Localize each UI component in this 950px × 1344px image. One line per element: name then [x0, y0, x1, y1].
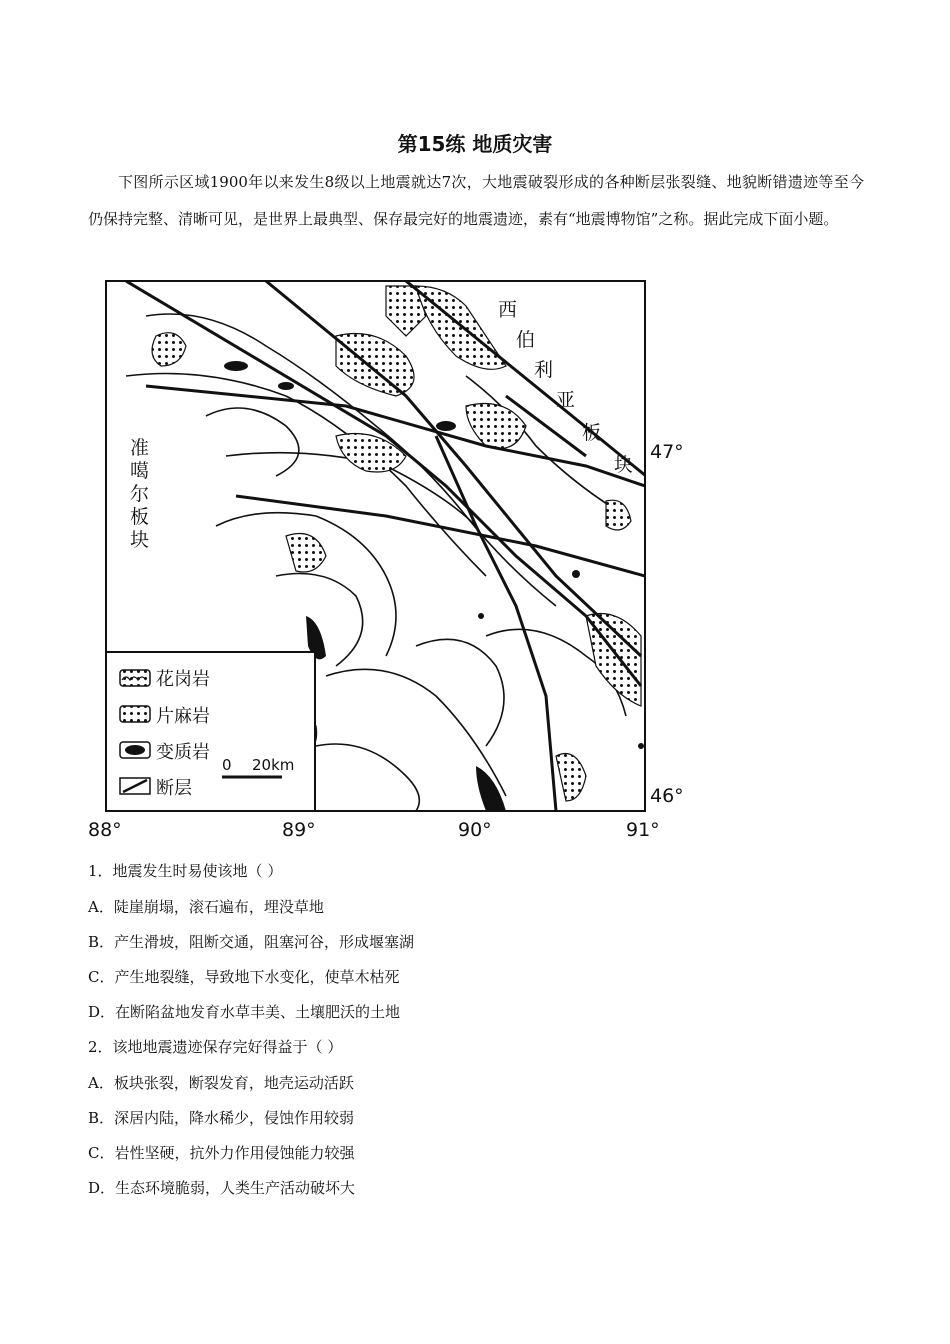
legend-fault-label: 断层	[156, 778, 192, 799]
svg-text:准: 准	[130, 437, 150, 459]
question-1-option-d: D．在断陷盆地发育水草丰美、土壤肥沃的土地	[88, 1003, 401, 1021]
question-2-option-d: D．生态环境脆弱，人类生产活动破坏大	[88, 1179, 356, 1197]
svg-text:板: 板	[130, 506, 150, 528]
intro-paragraph: 下图所示区域1900年以来发生8级以上地震就达7次，大地震破裂形成的各种断层张裂缝、地貌断错遗迹等至今仍保持完整、清晰可见，是世界上最典型、保存最完好的地震遗迹，素有“地震博物馆”之称。据此完成下面小题。	[88, 173, 864, 228]
svg-text:利: 利	[534, 359, 554, 381]
question-1-option-c: C．产生地裂缝，导致地下水变化，使草木枯死	[88, 968, 400, 986]
svg-text:块: 块	[130, 529, 150, 551]
question-2-option-a: A．板块张裂，断裂发育，地壳运动活跃	[88, 1074, 354, 1092]
legend-granite-swatch	[120, 670, 150, 686]
question-2-stem: 2．该地地震遗迹保存完好得益于（ ）	[88, 1038, 343, 1056]
scale-distance: 20km	[252, 756, 295, 774]
lon-label-91: 91°	[626, 819, 660, 841]
scale-zero: 0	[222, 756, 232, 774]
svg-text:亚: 亚	[556, 389, 576, 411]
legend-gneiss-label: 片麻岩	[156, 706, 210, 727]
svg-text:块: 块	[614, 454, 634, 476]
question-1-option-b: B．产生滑坡，阻断交通，阻塞河谷，形成堰塞湖	[88, 933, 415, 951]
legend-metamorphic-swatch	[120, 742, 150, 758]
legend	[106, 652, 315, 811]
legend-metamorphic-label: 变质岩	[156, 742, 210, 763]
map-svg	[86, 276, 706, 842]
svg-text:板: 板	[582, 422, 602, 444]
plate-west-label	[130, 437, 149, 551]
svg-text:伯: 伯	[516, 329, 536, 351]
geologic-map	[86, 276, 706, 842]
lon-label-89: 89°	[282, 819, 316, 841]
lon-label-90: 90°	[458, 819, 492, 841]
question-2-option-c: C．岩性坚硬，抗外力作用侵蚀能力较强	[88, 1144, 355, 1162]
legend-gneiss-swatch	[120, 706, 150, 722]
legend-granite-label: 花岗岩	[156, 669, 210, 690]
lat-label-47: 47°	[650, 441, 684, 463]
lon-label-88: 88°	[88, 819, 122, 841]
question-2-option-b: B．深居内陆，降水稀少，侵蚀作用较弱	[88, 1109, 355, 1127]
legend-fault-swatch	[120, 778, 150, 794]
svg-text:尔: 尔	[130, 483, 150, 505]
lat-label-46: 46°	[650, 785, 684, 807]
question-1-option-a: A．陡崖崩塌，滚石遍布，埋没草地	[88, 898, 324, 916]
svg-text:噶: 噶	[130, 460, 150, 482]
svg-text:西: 西	[498, 299, 518, 321]
page-title: 第15练 地质灾害	[397, 132, 553, 156]
question-1-stem: 1．地震发生时易使该地（ ）	[88, 862, 283, 880]
